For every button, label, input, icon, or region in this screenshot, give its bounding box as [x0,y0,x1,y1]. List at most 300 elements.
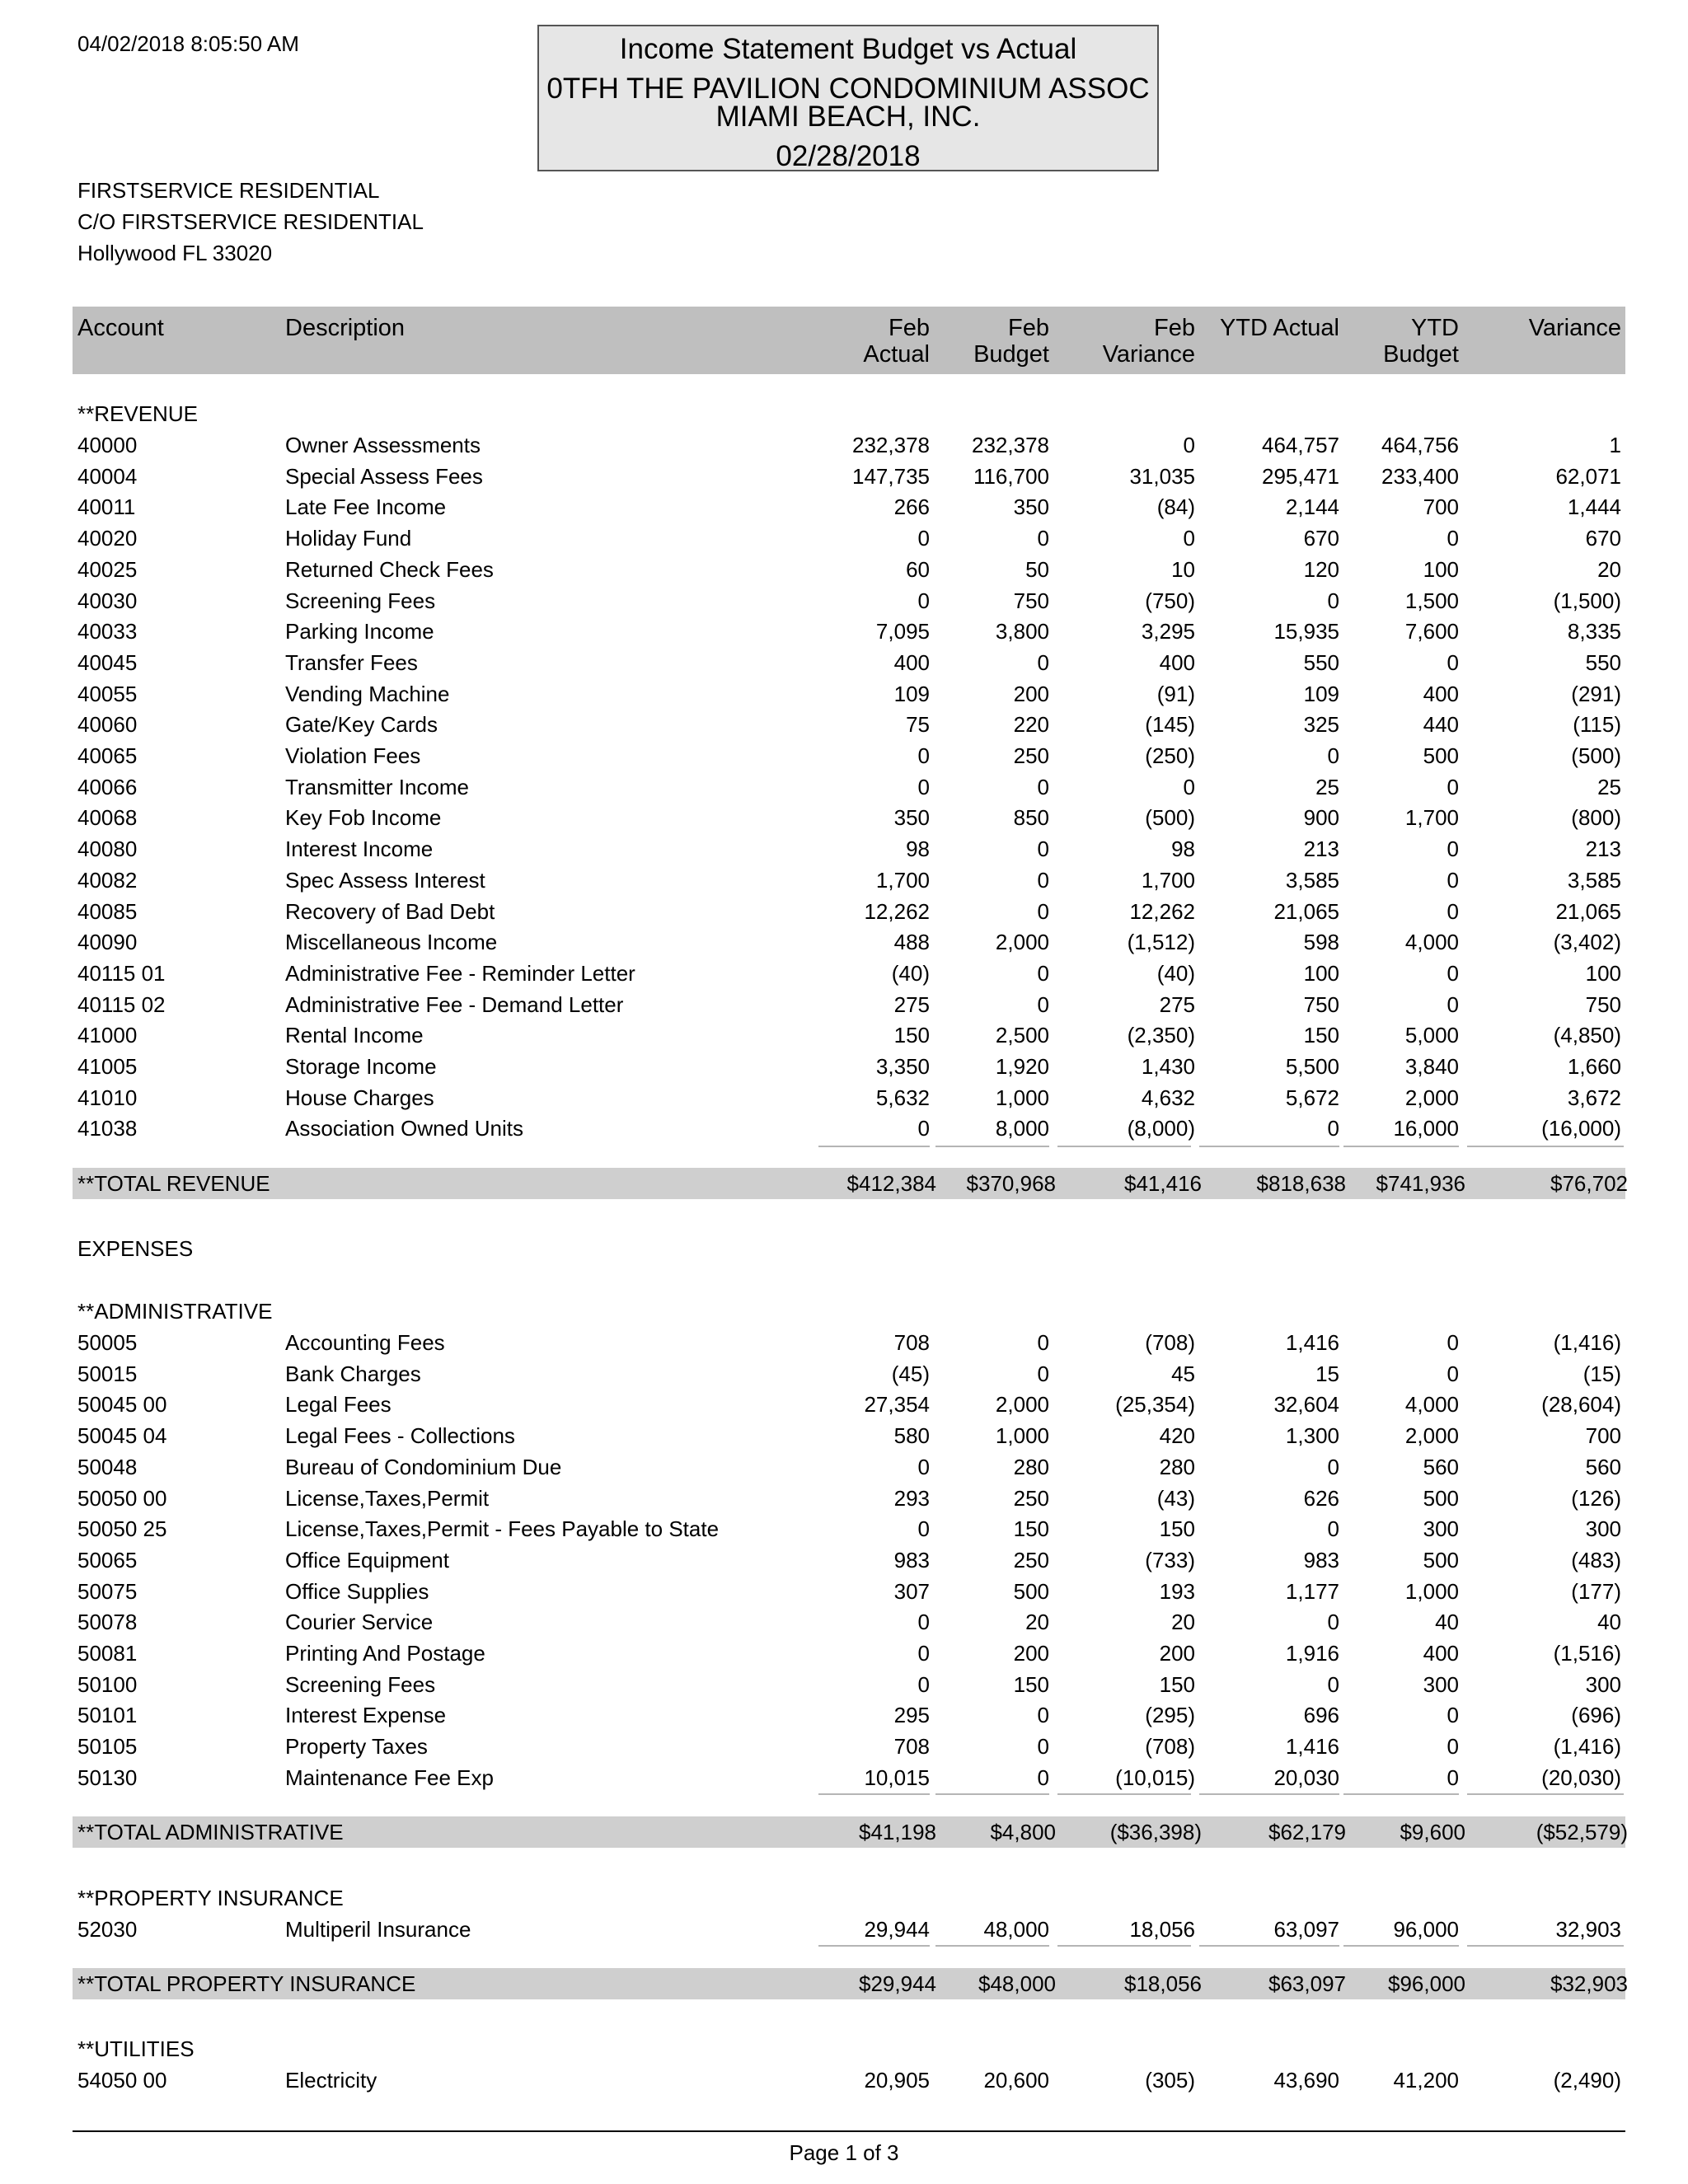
cell-feb-actual: 75 [906,712,930,738]
cell-feb-actual: 488 [893,930,930,955]
total-variance: ($52,579) [1536,1820,1628,1844]
cell-feb-budget: 20 [1025,1610,1049,1635]
cell-feb-actual: 29,944 [864,1917,930,1942]
cell-feb-budget: 50 [1025,556,1049,582]
cell-variance: 700 [1585,1423,1621,1449]
cell-feb-variance: (305) [1145,2068,1195,2093]
table-row [0,1392,1688,1423]
cell-ytd-actual: 983 [1303,1547,1339,1572]
cell-feb-actual: 983 [893,1547,930,1572]
cell-feb-variance: 0 [1183,526,1195,551]
col-header-ytd-budget-line1: YTD [1411,315,1459,341]
cell-feb-actual: 580 [893,1423,930,1449]
cell-feb-budget: 0 [1037,1703,1049,1728]
cell-feb-budget: 0 [1037,1734,1049,1760]
cell-variance: 300 [1585,1671,1621,1697]
cell-feb-actual: 232,378 [852,433,930,457]
table-row [0,1672,1688,1704]
account-description: Printing And Postage [285,1641,485,1666]
cell-feb-variance: 3,295 [1141,619,1195,644]
cell-variance: (1,516) [1553,1641,1621,1666]
total-ytd-budget: $96,000 [1388,1971,1465,1996]
table-row [0,1548,1688,1579]
account-description: Multiperil Insurance [285,1917,471,1942]
total-feb-actual: $412,384 [846,1171,936,1196]
account-number: 40065 [77,743,138,768]
account-description: License,Taxes,Permit [285,1485,490,1511]
cell-feb-variance: (708) [1145,1734,1195,1760]
cell-feb-variance: 280 [1159,1454,1195,1479]
table-row [0,837,1688,868]
account-number: 41005 [77,1054,138,1079]
cell-feb-variance: 0 [1183,433,1195,457]
cell-variance: (696) [1571,1703,1621,1728]
total-label: **TOTAL ADMINISTRATIVE [77,1820,344,1844]
cell-feb-variance: 150 [1159,1516,1195,1542]
account-number: 50101 [77,1703,138,1728]
account-number: 40004 [77,463,138,489]
account-description: Storage Income [285,1054,437,1079]
account-number: 41038 [77,1116,138,1141]
cell-ytd-actual: 20,030 [1273,1765,1339,1790]
total-feb-budget: $4,800 [990,1820,1056,1844]
cell-ytd-actual: 750 [1303,991,1339,1017]
association-name: 0TFH THE PAVILION CONDOMINIUM ASSOC [546,73,1150,105]
cell-feb-actual: 0 [917,1610,930,1635]
account-number: 40060 [77,712,138,738]
subtotal-rule [1467,1945,1624,1947]
cell-ytd-actual: 670 [1303,526,1339,551]
account-description: Accounting Fees [285,1330,445,1355]
cell-ytd-actual: 0 [1327,743,1339,768]
subtotal-rule [1199,1945,1339,1947]
col-header-feb-variance-line2: Variance [1102,341,1195,368]
table-row [0,1765,1688,1797]
cell-ytd-actual: 120 [1303,556,1339,582]
cell-feb-actual: 109 [893,681,930,706]
account-number: 41000 [77,1023,138,1048]
table-row [0,1610,1688,1641]
cell-ytd-actual: 0 [1327,1516,1339,1542]
cell-ytd-budget: 0 [1447,991,1459,1017]
cell-ytd-budget: 400 [1423,1641,1459,1666]
cell-ytd-actual: 0 [1327,1116,1339,1141]
cell-feb-actual: 0 [917,774,930,799]
table-row [0,1641,1688,1672]
cell-feb-budget: 1,000 [995,1423,1049,1449]
account-number: 40090 [77,930,138,955]
cell-feb-variance: 200 [1159,1641,1195,1666]
account-number: 40068 [77,805,138,831]
cell-ytd-budget: 0 [1447,1765,1459,1790]
total-row [73,1816,1628,1848]
account-number: 50130 [77,1765,138,1790]
cell-feb-actual: 708 [893,1330,930,1355]
cell-ytd-budget: 0 [1447,960,1459,986]
section-heading: EXPENSES [77,1236,194,1261]
total-feb-variance: ($36,398) [1109,1820,1202,1844]
table-row [0,2068,1688,2099]
table-row [0,1579,1688,1610]
cell-variance: 1,660 [1567,1054,1621,1079]
cell-variance: (3,402) [1553,930,1621,955]
cell-variance: (1,416) [1553,1330,1621,1355]
cell-feb-variance: (733) [1145,1547,1195,1572]
association-name-cont: MIAMI BEACH, INC. [715,101,981,133]
cell-feb-budget: 2,500 [995,1023,1049,1048]
cell-variance: (291) [1571,681,1621,706]
address-line-2: C/O FIRSTSERVICE RESIDENTIAL [77,209,424,234]
cell-ytd-budget: 440 [1423,712,1459,738]
col-header-feb-budget-line2: Budget [973,341,1049,368]
cell-feb-budget: 250 [1013,1547,1049,1572]
account-description: Interest Income [285,837,434,862]
cell-variance: (20,030) [1541,1765,1621,1790]
account-description: Vending Machine [285,681,450,706]
account-number: 40045 [77,649,138,675]
cell-feb-actual: 0 [917,1454,930,1479]
cell-feb-budget: 2,000 [995,930,1049,955]
col-header-feb-variance-line1: Feb [1154,315,1195,341]
account-number: 50045 00 [77,1392,167,1418]
cell-variance: 32,903 [1555,1917,1621,1942]
cell-ytd-actual: 100 [1303,960,1339,986]
table-row [0,526,1688,557]
cell-variance: 40 [1597,1610,1621,1635]
account-description: Screening Fees [285,588,436,613]
cell-ytd-budget: 1,500 [1404,588,1459,613]
cell-feb-actual: 0 [917,588,930,613]
total-ytd-actual: $62,179 [1268,1820,1346,1844]
total-variance: $32,903 [1550,1971,1628,1996]
cell-variance: 1 [1609,433,1621,457]
cell-ytd-actual: 598 [1303,930,1339,955]
table-row [0,464,1688,495]
account-number: 50081 [77,1641,138,1666]
cell-variance: (1,416) [1553,1734,1621,1760]
cell-feb-budget: 250 [1013,1485,1049,1511]
subtotal-rule [818,1146,930,1147]
account-description: Transmitter Income [285,774,469,799]
cell-ytd-actual: 550 [1303,649,1339,675]
table-row [0,1486,1688,1517]
cell-variance: (16,000) [1541,1116,1621,1141]
cell-feb-variance: 20 [1171,1610,1195,1635]
cell-feb-variance: 12,262 [1129,898,1195,924]
cell-ytd-budget: 0 [1447,1734,1459,1760]
account-description: Violation Fees [285,743,421,768]
subtotal-rule [1343,1146,1459,1147]
cell-feb-budget: 0 [1037,898,1049,924]
table-row [0,775,1688,806]
account-number: 50050 00 [77,1485,167,1511]
cell-ytd-budget: 700 [1423,494,1459,520]
cell-feb-budget: 2,000 [995,1392,1049,1418]
cell-feb-actual: 350 [893,805,930,831]
account-description: Spec Assess Interest [285,867,485,893]
cell-feb-budget: 0 [1037,991,1049,1017]
cell-feb-budget: 0 [1037,526,1049,551]
cell-ytd-actual: 2,144 [1285,494,1339,520]
cell-feb-variance: 400 [1159,649,1195,675]
total-ytd-actual: $818,638 [1256,1171,1346,1196]
subtotal-rule [1057,1945,1191,1947]
cell-feb-actual: 1,700 [875,867,930,893]
report-timestamp: 04/02/2018 8:05:50 AM [77,31,299,56]
cell-feb-budget: 350 [1013,494,1049,520]
section-heading: **UTILITIES [77,2036,195,2061]
account-description: Maintenance Fee Exp [285,1765,494,1790]
cell-variance: 670 [1585,526,1621,551]
cell-feb-actual: 295 [893,1703,930,1728]
cell-feb-actual: 0 [917,526,930,551]
total-ytd-budget: $9,600 [1400,1820,1465,1844]
cell-ytd-actual: 626 [1303,1485,1339,1511]
section-heading: **ADMINISTRATIVE [77,1299,273,1324]
col-header-variance: Variance [1528,315,1621,341]
page-number: Page 1 of 3 [789,2140,899,2165]
account-number: 50078 [77,1610,138,1635]
cell-feb-actual: 0 [917,1516,930,1542]
cell-feb-variance: (8,000) [1127,1116,1195,1141]
total-feb-variance: $41,416 [1124,1171,1202,1196]
cell-feb-variance: (10,015) [1115,1765,1195,1790]
cell-feb-budget: 0 [1037,1765,1049,1790]
col-header-ytd-actual: YTD Actual [1219,315,1339,341]
cell-feb-budget: 0 [1037,1361,1049,1386]
account-number: 54050 00 [77,2068,167,2093]
account-description: House Charges [285,1085,434,1110]
cell-feb-variance: (145) [1145,712,1195,738]
cell-ytd-budget: 1,700 [1404,805,1459,831]
table-row [0,805,1688,837]
table-row [0,1023,1688,1054]
cell-feb-budget: 150 [1013,1516,1049,1542]
cell-feb-budget: 0 [1037,1330,1049,1355]
account-description: Courier Service [285,1610,434,1635]
cell-ytd-actual: 5,500 [1285,1054,1339,1079]
cell-ytd-actual: 696 [1303,1703,1339,1728]
cell-ytd-budget: 16,000 [1393,1116,1459,1141]
cell-ytd-actual: 325 [1303,712,1339,738]
cell-variance: (500) [1571,743,1621,768]
cell-feb-actual: (45) [891,1361,930,1386]
cell-variance: (28,604) [1541,1392,1621,1418]
cell-feb-budget: 200 [1013,681,1049,706]
total-ytd-actual: $63,097 [1268,1971,1346,1996]
subtotal-rule [1057,1793,1191,1795]
cell-feb-budget: 0 [1037,867,1049,893]
account-description: Office Equipment [285,1547,449,1572]
cell-ytd-actual: 213 [1303,837,1339,862]
account-description: Interest Expense [285,1703,447,1728]
table-row [0,712,1688,743]
cell-ytd-budget: 500 [1423,1547,1459,1572]
table-row [0,1455,1688,1486]
cell-ytd-budget: 3,840 [1404,1054,1459,1079]
account-number: 40115 02 [77,991,166,1017]
cell-ytd-actual: 1,416 [1285,1734,1339,1760]
cell-ytd-actual: 1,177 [1285,1578,1339,1604]
account-description: Bureau of Condominium Due [285,1454,562,1479]
col-header-description: Description [285,315,406,341]
account-description: Transfer Fees [285,649,418,675]
table-row [0,682,1688,713]
cell-feb-variance: 275 [1159,991,1195,1017]
cell-feb-actual: 266 [893,494,930,520]
table-row [0,1116,1688,1147]
account-number: 50105 [77,1734,138,1760]
report-title-box [537,25,1159,171]
account-description: Electricity [285,2068,377,2093]
col-header-account: Account [77,315,164,341]
cell-feb-actual: 0 [917,1116,930,1141]
cell-feb-actual: 0 [917,1671,930,1697]
cell-feb-variance: 1,430 [1141,1054,1195,1079]
account-description: Administrative Fee - Demand Letter [285,991,624,1017]
cell-ytd-budget: 300 [1423,1671,1459,1697]
cell-feb-budget: 0 [1037,837,1049,862]
cell-feb-variance: 10 [1171,556,1195,582]
cell-feb-actual: 10,015 [864,1765,930,1790]
cell-feb-budget: 0 [1037,649,1049,675]
cell-ytd-actual: 1,300 [1285,1423,1339,1449]
account-number: 40055 [77,681,138,706]
cell-ytd-actual: 15 [1315,1361,1339,1386]
total-feb-budget: $370,968 [966,1171,1056,1196]
cell-feb-actual: 307 [893,1578,930,1604]
table-row [0,899,1688,930]
account-number: 50045 04 [77,1423,167,1449]
cell-ytd-budget: 1,000 [1404,1578,1459,1604]
table-row [0,557,1688,588]
report-date: 02/28/2018 [776,140,921,172]
table-row [0,1734,1688,1765]
total-label: **TOTAL PROPERTY INSURANCE [77,1971,416,1996]
address-line-3: Hollywood FL 33020 [77,241,273,265]
cell-ytd-actual: 0 [1327,1610,1339,1635]
account-description: Gate/Key Cards [285,712,438,738]
cell-variance: (483) [1571,1547,1621,1572]
cell-feb-budget: 280 [1013,1454,1049,1479]
table-row [0,743,1688,775]
cell-feb-variance: (295) [1145,1703,1195,1728]
cell-ytd-budget: 0 [1447,774,1459,799]
subtotal-rule [1343,1793,1459,1795]
account-number: 40000 [77,433,138,457]
account-number: 50015 [77,1361,138,1386]
cell-feb-actual: 5,632 [875,1085,930,1110]
cell-ytd-budget: 4,000 [1404,1392,1459,1418]
cell-feb-variance: 1,700 [1141,867,1195,893]
cell-variance: 3,672 [1567,1085,1621,1110]
cell-feb-budget: 3,800 [995,619,1049,644]
cell-ytd-budget: 400 [1423,681,1459,706]
table-row [0,1423,1688,1455]
subtotal-rule [818,1945,930,1947]
cell-feb-actual: 7,095 [875,619,930,644]
total-row [73,1968,1628,1999]
cell-feb-variance: (25,354) [1115,1392,1195,1418]
cell-feb-variance: (43) [1156,1485,1195,1511]
account-description: Parking Income [285,619,434,644]
cell-ytd-actual: 0 [1327,1454,1339,1479]
account-description: Holiday Fund [285,526,412,551]
cell-feb-variance: (750) [1145,588,1195,613]
account-description: Miscellaneous Income [285,930,498,955]
cell-feb-budget: 220 [1013,712,1049,738]
total-feb-variance: $18,056 [1124,1971,1202,1996]
account-description: Recovery of Bad Debt [285,898,495,924]
cell-feb-budget: 1,920 [995,1054,1049,1079]
cell-feb-variance: (2,350) [1127,1023,1195,1048]
cell-feb-variance: 193 [1159,1578,1195,1604]
cell-variance: (2,490) [1553,2068,1621,2093]
subtotal-rule [1199,1146,1339,1147]
table-row [0,1054,1688,1085]
cell-feb-actual: 293 [893,1485,930,1511]
account-description: Office Supplies [285,1578,429,1604]
cell-feb-budget: 250 [1013,743,1049,768]
address-line-1: FIRSTSERVICE RESIDENTIAL [77,178,380,203]
cell-variance: (4,850) [1553,1023,1621,1048]
cell-ytd-actual: 21,065 [1273,898,1339,924]
cell-feb-variance: (84) [1156,494,1195,520]
cell-ytd-actual: 5,672 [1285,1085,1339,1110]
cell-ytd-budget: 500 [1423,1485,1459,1511]
cell-feb-actual: 0 [917,1641,930,1666]
account-number: 50050 25 [77,1516,167,1542]
account-description: Screening Fees [285,1671,436,1697]
cell-variance: 25 [1597,774,1621,799]
cell-ytd-actual: 15,935 [1273,619,1339,644]
cell-ytd-actual: 32,604 [1273,1392,1339,1418]
table-row [0,961,1688,992]
cell-feb-actual: 27,354 [864,1392,930,1418]
cell-ytd-budget: 0 [1447,1361,1459,1386]
cell-ytd-budget: 0 [1447,867,1459,893]
cell-feb-variance: 150 [1159,1671,1195,1697]
cell-variance: 3,585 [1567,867,1621,893]
cell-ytd-budget: 233,400 [1381,463,1459,489]
account-description: Legal Fees [285,1392,392,1418]
cell-ytd-budget: 464,756 [1381,433,1459,457]
cell-variance: 550 [1585,649,1621,675]
cell-feb-variance: 18,056 [1129,1917,1195,1942]
subtotal-rule [1343,1945,1459,1947]
total-label: **TOTAL REVENUE [77,1171,270,1196]
cell-variance: (15) [1582,1361,1621,1386]
cell-feb-budget: 48,000 [983,1917,1049,1942]
cell-feb-budget: 0 [1037,774,1049,799]
cell-variance: 62,071 [1555,463,1621,489]
cell-feb-budget: 150 [1013,1671,1049,1697]
cell-feb-actual: 98 [906,837,930,862]
subtotal-rule [1467,1793,1624,1795]
account-description: Late Fee Income [285,494,447,520]
cell-ytd-actual: 295,471 [1262,463,1339,489]
cell-variance: 21,065 [1555,898,1621,924]
cell-feb-variance: 0 [1183,774,1195,799]
table-row [0,868,1688,899]
cell-ytd-budget: 41,200 [1393,2068,1459,2093]
account-description: Administrative Fee - Reminder Letter [285,960,635,986]
cell-feb-budget: 850 [1013,805,1049,831]
cell-feb-variance: (250) [1145,743,1195,768]
cell-variance: 100 [1585,960,1621,986]
account-description: Property Taxes [285,1734,428,1760]
cell-feb-actual: 275 [893,991,930,1017]
